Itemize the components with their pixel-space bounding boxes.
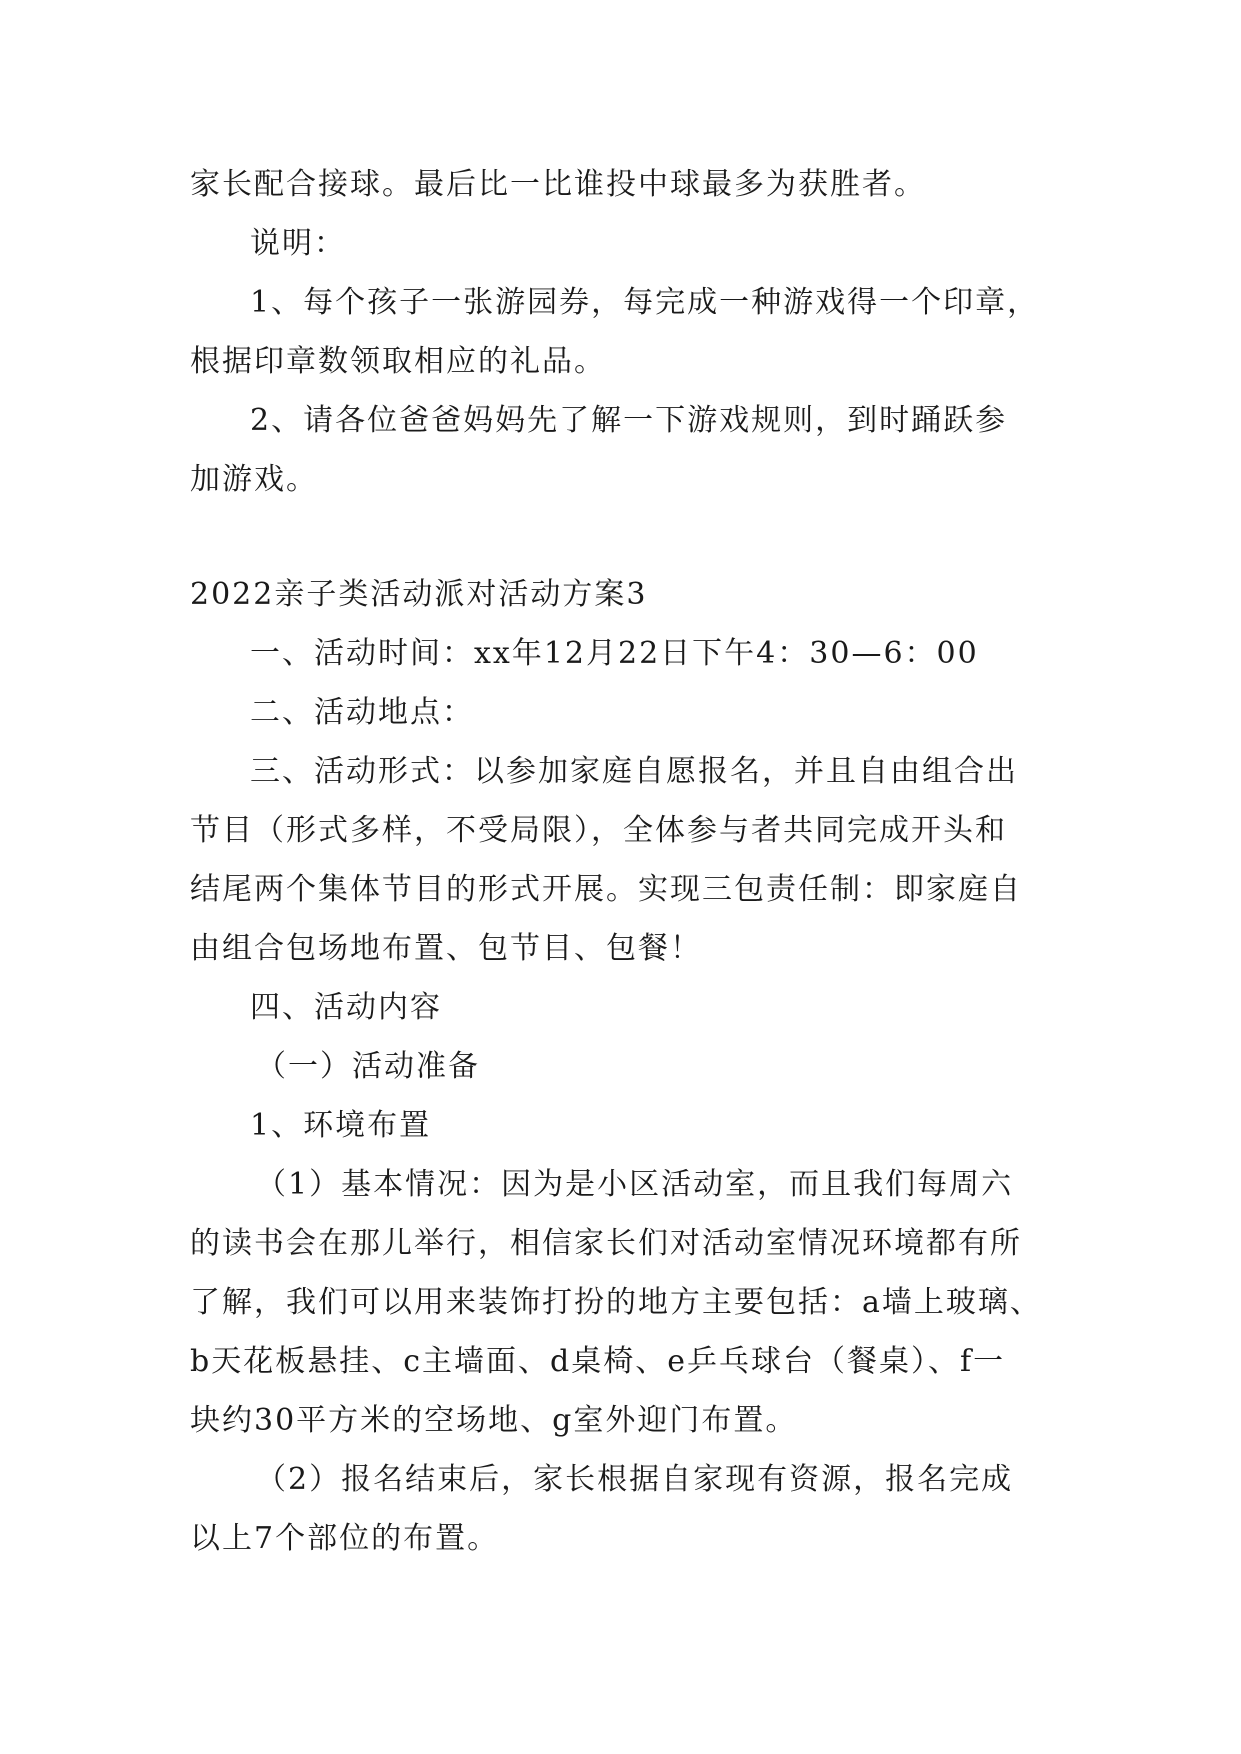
text-line: 由组合包场地布置、包节目、包餐！ xyxy=(190,931,702,966)
text-line: 二、活动地点： xyxy=(250,695,474,730)
text-line: 一、活动时间：xx年12月22日下午4：30—6：00 xyxy=(250,636,979,671)
text-line: （2）报名结束后，家长根据自家现有资源，报名完成 xyxy=(256,1462,1014,1497)
text-line: 节目（形式多样，不受局限），全体参与者共同完成开头和 xyxy=(190,813,1007,848)
text-line: 三、活动形式：以参加家庭自愿报名，并且自由组合出 xyxy=(250,754,1018,789)
text-line: 加游戏。 xyxy=(190,462,318,497)
text-line: 家长配合接球。最后比一比谁投中球最多为获胜者。 xyxy=(190,167,926,202)
text-line: 了解，我们可以用来装饰打扮的地方主要包括：a墙上玻璃、 xyxy=(190,1285,1042,1320)
text-line: 的读书会在那儿举行，相信家长们对活动室情况环境都有所 xyxy=(190,1226,1022,1261)
text-line: b天花板悬挂、c主墙面、d桌椅、e乒乓球台（餐桌）、f一 xyxy=(190,1344,1006,1379)
text-line: （一）活动准备 xyxy=(256,1049,480,1084)
text-line: 1、环境布置 xyxy=(250,1108,432,1143)
text-line: 根据印章数领取相应的礼品。 xyxy=(190,344,606,379)
text-line: 1、每个孩子一张游园券，每完成一种游戏得一个印章， xyxy=(250,285,1040,320)
text-line: 2、请各位爸爸妈妈先了解一下游戏规则，到时踊跃参 xyxy=(250,403,1008,438)
text-line: 说明： xyxy=(250,226,346,261)
text-line: 结尾两个集体节目的形式开展。实现三包责任制：即家庭自 xyxy=(190,872,1022,907)
text-line: 以上7个部位的布置。 xyxy=(190,1521,500,1556)
text-line: 块约30平方米的空场地、g室外迎门布置。 xyxy=(190,1403,798,1438)
text-line: 四、活动内容 xyxy=(250,990,442,1025)
section-heading: 2022亲子类活动派对活动方案3 xyxy=(190,577,648,612)
text-line: （1）基本情况：因为是小区活动室，而且我们每周六 xyxy=(256,1167,1014,1202)
